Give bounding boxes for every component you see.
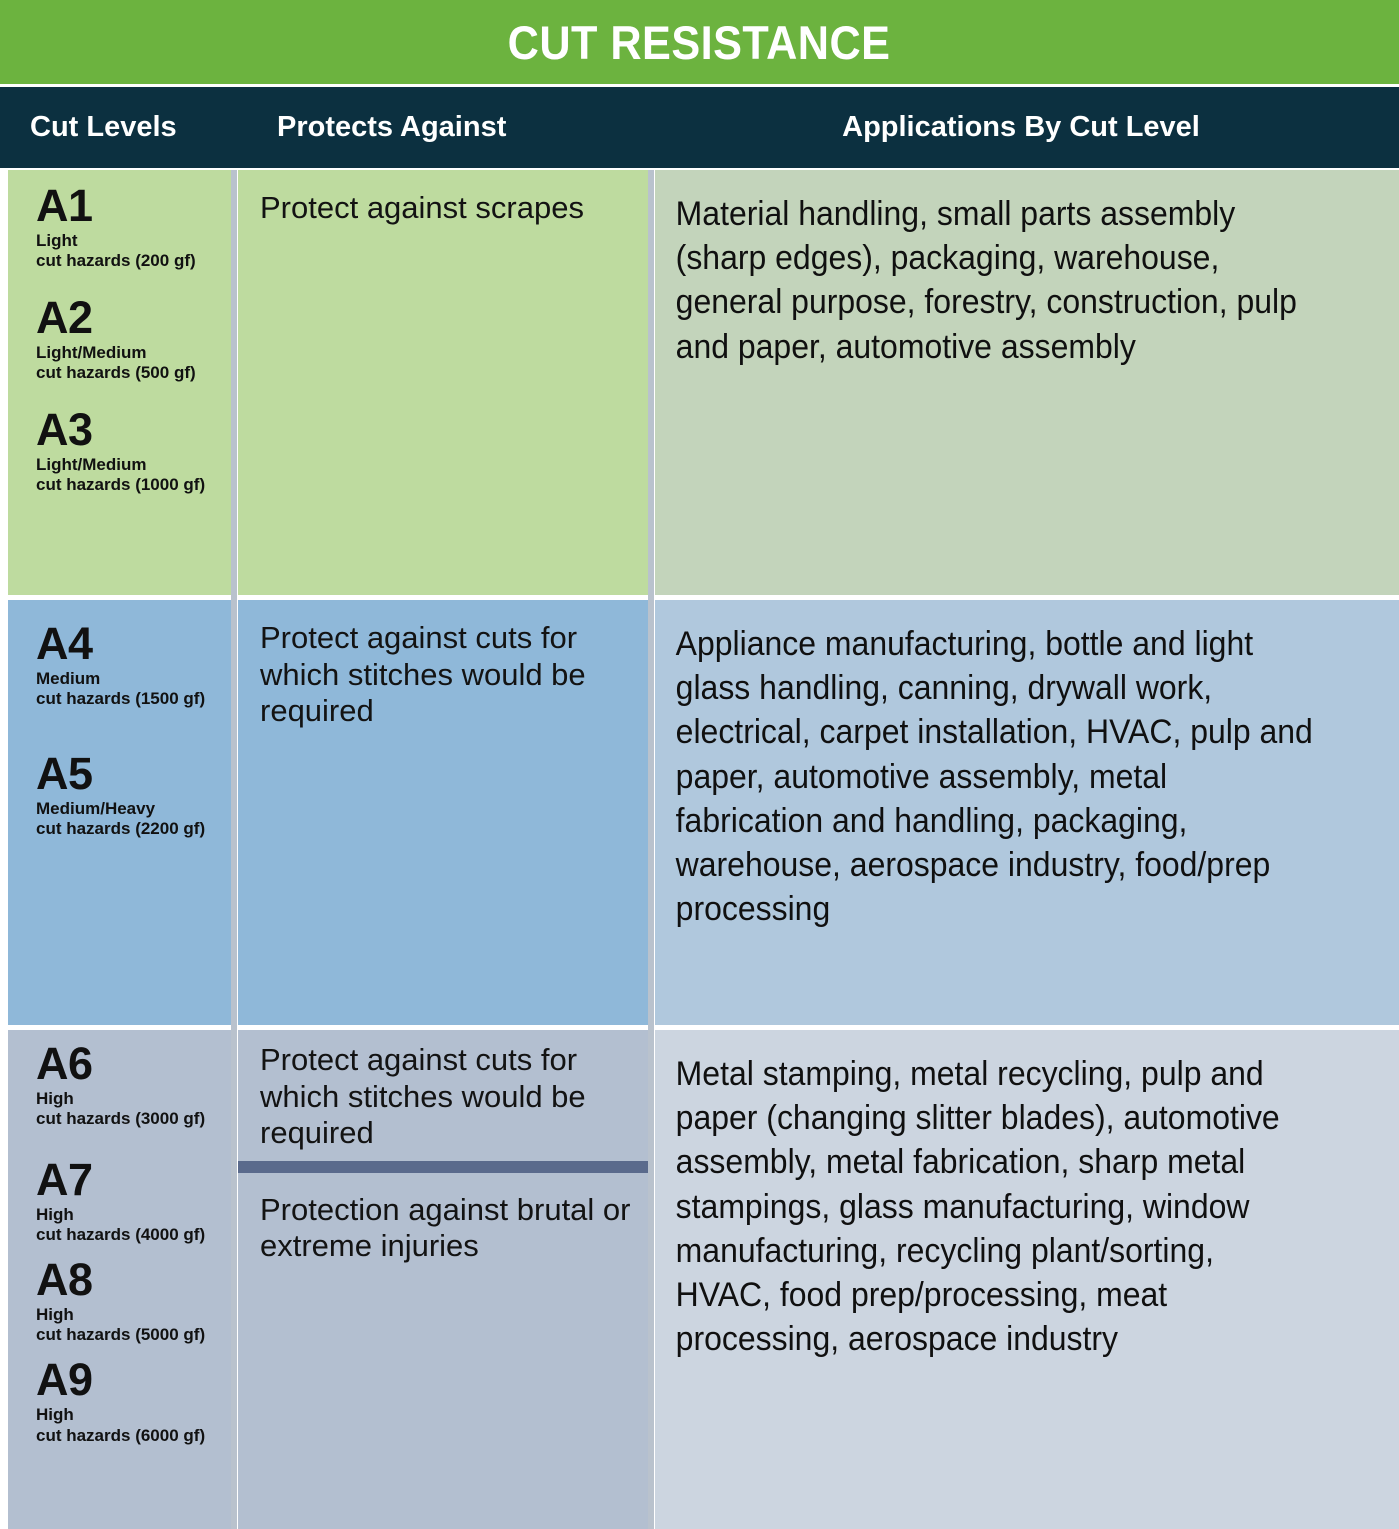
protects-against-text: Protect against cuts for which stitches would be required [260, 620, 586, 729]
cut-level-code: A1 [36, 180, 93, 231]
column-header-cut-levels: Cut Levels [30, 111, 177, 143]
section-2-applications-cell [655, 600, 1399, 1025]
section-3-cut-levels-cell [8, 1030, 231, 1529]
column-divider-2 [648, 170, 654, 1529]
cut-level-entry [8, 1030, 231, 1130]
cut-level-severity: High [36, 1404, 74, 1424]
cut-level-entry [8, 1246, 231, 1346]
section-2-protects-cell [238, 600, 648, 1025]
column-header-applications: Applications By Cut Level [842, 111, 1200, 143]
cut-level-severity: High [36, 1088, 74, 1108]
applications-text: Metal stamping, metal recycling, pulp and paper (changing slitter blades), automotive assembly, metal fabrication, sharp metal stampings, glass manufacturing, window manufacturing, recycling plant/sorting, HVAC, food prep/processing, meat processing, aerospace industry [675, 1055, 1280, 1359]
cut-level-code: A2 [36, 292, 93, 344]
cut-level-hazard: cut hazards (6000 gf) [36, 1425, 206, 1445]
cut-level-hazard: cut hazards (1000 gf) [36, 475, 206, 495]
cut-level-entry [8, 1346, 231, 1446]
title-band [0, 0, 1399, 84]
page-title: CUT RESISTANCE [508, 15, 891, 69]
cut-level-entry [8, 272, 231, 384]
column-header-protects-against: Protects Against [277, 111, 507, 143]
cut-level-hazard: cut hazards (2200 gf) [36, 819, 206, 839]
cut-level-severity: High [36, 1204, 74, 1224]
cut-level-entry [8, 600, 231, 710]
section-1-cut-levels-cell [8, 170, 231, 595]
cut-level-hazard: cut hazards (5000 gf) [36, 1325, 206, 1345]
cut-level-entry [8, 170, 231, 272]
cut-level-code: A8 [36, 1254, 93, 1306]
cut-level-hazard: cut hazards (4000 gf) [36, 1225, 206, 1245]
cut-level-entry [8, 384, 231, 496]
cut-level-hazard: cut hazards (3000 gf) [36, 1109, 206, 1129]
applications-text: Appliance manufacturing, bottle and light glass handling, canning, drywall work, electrical, carpet installation, HVAC, pulp and paper, automotive assembly, metal fabrication and handling, packaging, warehouse, aerospace industry, food/prep processing [675, 625, 1313, 929]
table-header-band [0, 87, 1399, 168]
protects-against-text: Protect against scrapes [260, 190, 584, 225]
cut-level-severity: Light/Medium [36, 342, 147, 362]
table-body [0, 170, 1399, 1529]
protects-against-text-secondary: Protection against brutal or extreme injuries [260, 1191, 631, 1264]
cut-level-severity: Medium [36, 668, 101, 688]
cut-level-code: A6 [36, 1038, 93, 1089]
cut-level-entry [8, 710, 231, 840]
column-divider-1 [231, 170, 237, 1529]
cut-level-code: A4 [36, 618, 93, 669]
section-2-cut-levels-cell [8, 600, 231, 1025]
cut-level-severity: Light/Medium [36, 454, 147, 474]
cut-level-hazard: cut hazards (1500 gf) [36, 689, 206, 709]
cut-level-code: A9 [36, 1354, 93, 1406]
cut-level-severity: Medium/Heavy [36, 798, 156, 818]
cut-level-code: A7 [36, 1154, 93, 1206]
protects-inner-divider [238, 1161, 648, 1173]
section-1-applications-cell [655, 170, 1399, 595]
section-1-protects-cell [238, 170, 648, 595]
cut-level-code: A5 [36, 748, 93, 800]
section-3-protects-cell [238, 1030, 648, 1529]
cut-level-severity: High [36, 1304, 74, 1324]
cut-level-hazard: cut hazards (200 gf) [36, 251, 196, 271]
protects-against-text: Protect against cuts for which stitches would be required [260, 1042, 586, 1151]
cut-level-code: A3 [36, 404, 93, 456]
cut-level-severity: Light [36, 230, 78, 250]
section-3-applications-cell [655, 1030, 1399, 1529]
cut-level-hazard: cut hazards (500 gf) [36, 363, 196, 383]
cut-level-entry [8, 1130, 231, 1246]
applications-text: Material handling, small parts assembly (sharp edges), packaging, warehouse, general purpose, forestry, construction, pulp and paper, automotive assembly [675, 195, 1297, 366]
